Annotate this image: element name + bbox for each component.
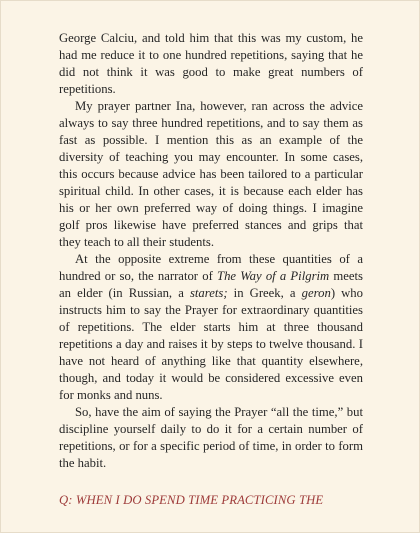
text-segment: ) who instructs him to say the Prayer for extraordinary quantities of repetitions. The elder starts him at three thousand repetitions a day and raises it by steps to twelve thousand. I have not heard of anything like that quantity elsewhere, though, and today it would be considered excessive even for monks and nuns.: [59, 286, 363, 402]
text-segment: meets an elder (in Russian, a: [59, 269, 363, 300]
paragraph-3: [59, 251, 363, 404]
text-segment: in Greek, a: [227, 286, 302, 300]
text-segment: George Calciu, and told him that this was my custom, he had me reduce it to one hundred repetitions, saying that he did not think it was good to make great numbers of repetitions.: [59, 31, 363, 96]
term-starets-italic: starets;: [189, 286, 228, 300]
paragraph-4: [59, 404, 363, 472]
text-segment: So, have the aim of saying the Prayer “all the time,” but discipline yourself daily to do it for a certain number of repetitions, or for a specific period of time, in order to form the habit.: [59, 405, 363, 470]
term-geron-italic: geron: [301, 286, 331, 300]
text-segment: At the opposite extreme from these quantities of a hundred or so, the narrator of: [59, 252, 363, 283]
paragraph-1: [59, 30, 363, 98]
text-segment: My prayer partner Ina, however, ran across the advice always to say three hundred repetitions, and to say them as fast as possible. I mention this as an example of the diversity of teaching you may encounter. In some cases, this occurs because advice has been tailored to a particular spiritual child. In other cases, it is because each elder has his or her own preferred way of doing things. I imagine golf pros likewise have preferred stances and grips that they teach to all their students.: [59, 99, 363, 249]
book-title-italic: The Way of a Pilgrim: [217, 269, 330, 283]
section-heading: Q: WHEN I DO SPEND TIME PRACTICING THE: [59, 493, 324, 507]
body-text: [59, 30, 363, 472]
paragraph-2: [59, 98, 363, 251]
